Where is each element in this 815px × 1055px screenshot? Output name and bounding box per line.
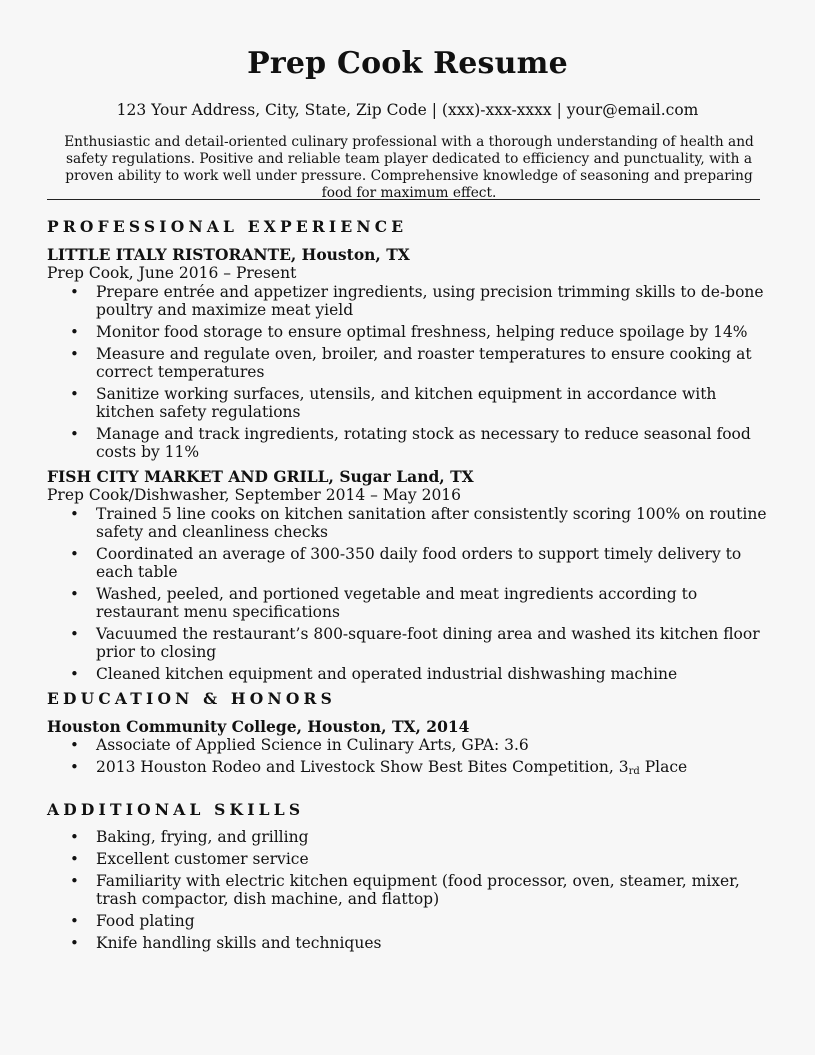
skills-list — [47, 828, 767, 952]
list-item: • Vacuumed the restaurant’s 800-square-foot dining area and washed its kitchen floor prior to closing — [70, 625, 760, 661]
list-item: • Coordinated an average of 300-350 daily food orders to support timely delivery to each table — [70, 545, 742, 581]
bullet-icon: • — [70, 505, 79, 523]
bullet-icon: • — [70, 665, 79, 683]
bullet-icon: • — [70, 345, 79, 363]
list-item: • 2013 Houston Rodeo and Livestock Show Best Bites Competition, 3rd Place — [70, 758, 688, 777]
experience-section — [47, 217, 767, 465]
header-divider — [47, 199, 760, 200]
bullet-icon: • — [70, 872, 79, 890]
list-item: • Excellent customer service — [70, 850, 309, 868]
list-item: • Associate of Applied Science in Culinary Arts, GPA: 3.6 — [70, 736, 529, 754]
bullet-icon: • — [70, 758, 79, 776]
job-org: FISH CITY MARKET AND GRILL, Sugar Land, TX — [47, 467, 474, 486]
education-section — [47, 689, 767, 783]
bullet-icon: • — [70, 385, 79, 403]
bullet-icon: • — [70, 625, 79, 643]
job-role: Prep Cook/Dishwasher, September 2014 – May 2016 — [47, 486, 462, 504]
school-name: Houston Community College, Houston, TX, 2014 — [47, 717, 470, 736]
page-title: Prep Cook Resume — [247, 46, 568, 81]
list-item: • Trained 5 line cooks on kitchen sanitation after consistently scoring 100% on routine safety and cleanliness checks — [70, 505, 767, 541]
skills-heading: ADDITIONAL SKILLS — [47, 800, 305, 819]
bullet-icon: • — [70, 323, 79, 341]
bullet-icon: • — [70, 545, 79, 563]
job-entry — [47, 245, 767, 461]
summary-paragraph: Enthusiastic and detail-oriented culinary professional with a thorough understanding of health and safety regulations. Positive and reliable team player dedicated to efficiency and punctuality, with a proven ability to work well under pressure. Comprehensive knowledge of seasoning and preparing food for maximum effect. — [64, 134, 754, 201]
education-heading: EDUCATION & HONORS — [47, 689, 337, 708]
list-item: • Washed, peeled, and portioned vegetable and meat ingredients according to restaurant menu specifications — [70, 585, 698, 621]
list-item: • Monitor food storage to ensure optimal freshness, helping reduce spoilage by 14% — [70, 323, 748, 341]
job-org: LITTLE ITALY RISTORANTE, Houston, TX — [47, 245, 410, 264]
job-bullets — [47, 283, 767, 461]
contact-line: 123 Your Address, City, State, Zip Code | (xxx)-xxx-xxxx | your@email.com — [116, 101, 699, 119]
bullet-icon: • — [70, 934, 79, 952]
skills-section — [47, 800, 767, 956]
bullet-icon: • — [70, 912, 79, 930]
list-item: • Manage and track ingredients, rotating stock as necessary to reduce seasonal food costs by 11% — [70, 425, 751, 461]
bullet-icon: • — [70, 850, 79, 868]
education-bullets — [47, 736, 767, 779]
job-role: Prep Cook, June 2016 – Present — [47, 264, 297, 282]
list-item: • Baking, frying, and grilling — [70, 828, 309, 846]
job-bullets — [47, 505, 767, 683]
list-item: • Sanitize working surfaces, utensils, and kitchen equipment in accordance with kitchen safety regulations — [70, 385, 717, 421]
bullet-icon: • — [70, 425, 79, 443]
list-item: • Prepare entrée and appetizer ingredients, using precision trimming skills to de-bone poultry and maximize meat yield — [70, 283, 764, 319]
list-item: • Familiarity with electric kitchen equipment (food processor, oven, steamer, mixer, trash compactor, dish machine, and flattop) — [70, 872, 740, 908]
bullet-icon: • — [70, 828, 79, 846]
bullet-icon: • — [70, 736, 79, 754]
bullet-icon: • — [70, 283, 79, 301]
bullet-icon: • — [70, 585, 79, 603]
list-item: • Cleaned kitchen equipment and operated industrial dishwashing machine — [70, 665, 678, 683]
job-entry — [47, 467, 767, 687]
experience-heading: PROFESSIONAL EXPERIENCE — [47, 217, 408, 236]
list-item: • Food plating — [70, 912, 195, 930]
list-item: • Knife handling skills and techniques — [70, 934, 382, 952]
list-item: • Measure and regulate oven, broiler, and roaster temperatures to ensure cooking at correct temperatures — [70, 345, 752, 381]
